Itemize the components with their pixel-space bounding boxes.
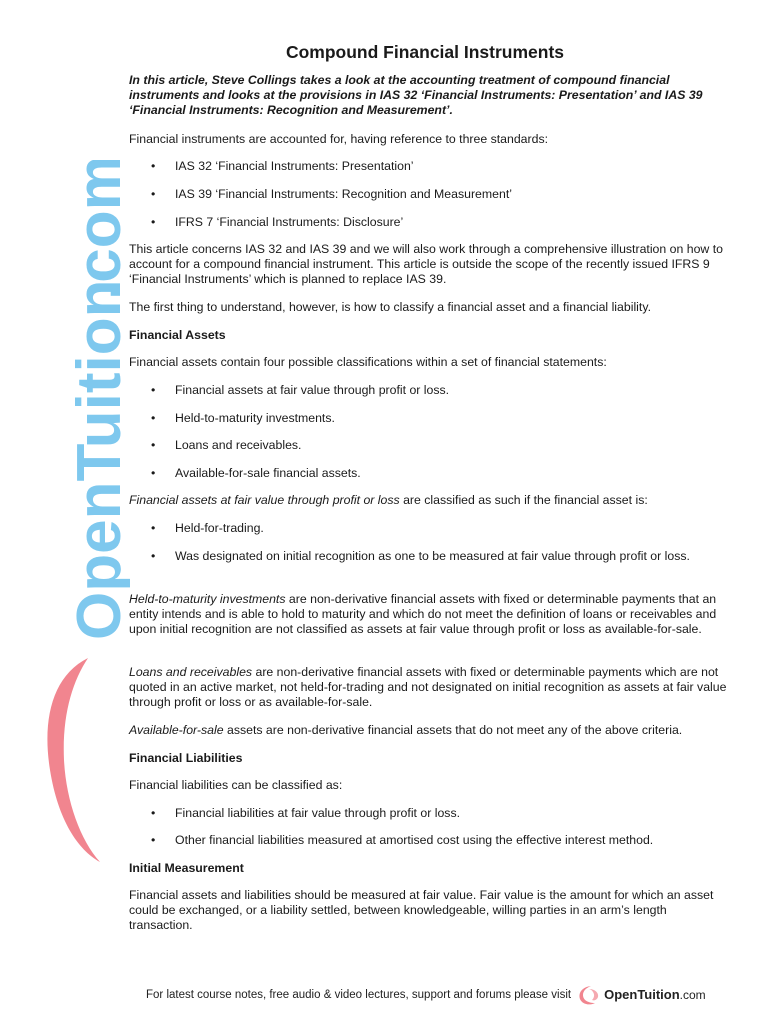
loans-paragraph: Loans and receivables are non-derivative financial assets with fixed or determinable payments which are not quoted in an active market, not held-for-trading and not designated on initial recognition as assets at fair value through profit or loss or as available-for-sale. xyxy=(129,665,727,709)
initial-measurement-paragraph: Financial assets and liabilities should be measured at fair value. Fair value is the amount for which an asset could be exchanged, or a liability settled, between knowledgeable, willing parties in an arm’s length transaction. xyxy=(129,888,714,932)
footer-logo-name: OpenTuition xyxy=(604,987,680,1002)
heading-initial-measurement: Initial Measurement xyxy=(129,861,244,875)
concerns-paragraph: This article concerns IAS 32 and IAS 39 and we will also work through a comprehensive illustration on how to account for a compound financial instrument. This article is outside the scope of the recently issued IFRS 9 ‘Financial Instruments’ which is planned to replace IAS 39. xyxy=(129,242,723,286)
swirl-logo-mark xyxy=(47,658,100,862)
standards-paragraph: Financial instruments are accounted for, having reference to three standards: xyxy=(129,132,549,146)
footer-logo-suffix: .com xyxy=(679,988,706,1002)
htm-paragraph: Held-to-maturity investments are non-derivative financial assets with fixed or determinable payments that an entity intends and is able to hold to maturity and which do not meet the definition of loans or receivables and upon initial recognition are not classified as assets at fair value through profit or loss as available-for-sale. xyxy=(129,592,717,636)
afs-paragraph: Available-for-sale assets are non-derivative financial assets that do not meet any of the above criteria. xyxy=(129,723,683,737)
footer-logo[interactable] xyxy=(577,984,706,1006)
watermark-brand-suffix: .com xyxy=(65,160,130,300)
intro-paragraph: In this article, Steve Collings takes a look at the accounting treatment of compound financial instruments and looks at the provisions in IAS 32 ‘Financial Instruments: Presentation’ and IAS 39 ‘Financial Instruments: Recognition and Measurement’. xyxy=(129,73,703,117)
heading-financial-liabilities: Financial Liabilities xyxy=(129,751,243,765)
page-title: Compound Financial Instruments xyxy=(285,42,565,62)
opentuition-watermark xyxy=(20,160,130,960)
fvtpl-paragraph: Financial assets at fair value through profit or loss are classified as such if the financial asset is: xyxy=(129,493,648,507)
liabilities-paragraph: Financial liabilities can be classified as: xyxy=(129,778,343,792)
footer-text: For latest course notes, free audio & video lectures, support and forums please visit xyxy=(146,989,572,1001)
heading-financial-assets: Financial Assets xyxy=(129,328,226,342)
swirl-logo-icon xyxy=(577,984,601,1006)
page-footer xyxy=(146,985,706,1005)
watermark-brand-name: OpenTuition xyxy=(65,279,130,640)
assets-paragraph: Financial assets contain four possible classifications within a set of financial statements: xyxy=(129,355,607,369)
first-thing-paragraph: The first thing to understand, however, is how to classify a financial asset and a financial liability. xyxy=(129,300,651,314)
